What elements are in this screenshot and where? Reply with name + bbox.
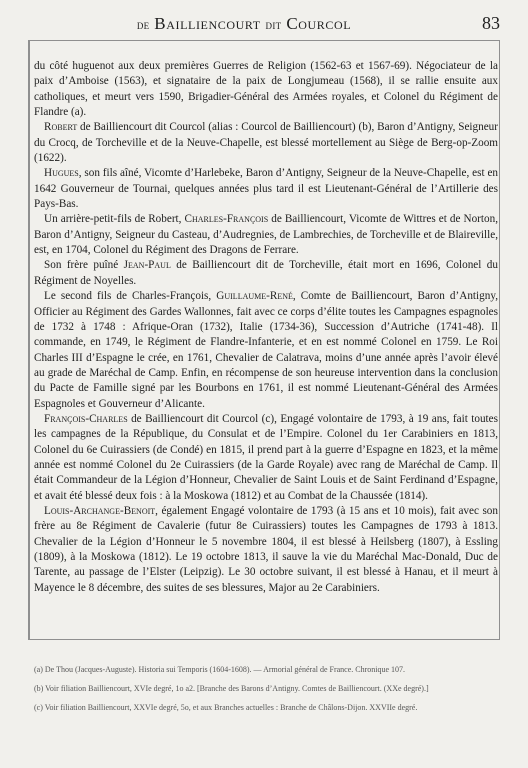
- paragraph-louis-archange-benoit: Louis-Archange-Benoit, également Engagé volontaire de 1793 (à 15 ans et 10 mois), fait avec son frère au 8e Régiment de Cavalerie (futur 8e Cuirassiers) toutes les Campagnes de 1793 à 1813. Chevalier de la Légion d’Honneur le 5 novembre 1804, il est blessé à Heilsberg (1807), à Essling (1809), à la Moskowa (1812). Le 19 octobre 1813, il sauve la vie du Maréchal Mac-Donald, Duc de Tarente, au passage de l’Elster (Leipzig). Le 30 octobre suivant, il est blessé à Hanau, et il meurt à Mayence le 8 décembre, des suites de ses blessures, Major au 2e Carabiniers.: [34, 504, 498, 594]
- paragraph-guillaume-rene: Le second fils de Charles-François, Guillaume-René, Comte de Bailliencourt, Baron d’Antigny, Officier au Régiment des Gardes Wallonnes, fait avec ce corps d’élite toutes les Campagnes espagnoles de 1732 à 1748 : Afrique-Oran (1732), Italie (1734-36), Succession d’Autriche (1741-48). Il commande, en 1749, le Régiment de Flandre-Infanterie, et en est nommé Colonel en 1759. Le Roi Charles III d’Espagne le crée, en 1761, Chevalier de Calatrava, moins d’une année après l’avoir élevé au grade de Maréchal de Camp. Enfin, en récompense de son heureuse intervention dans la conclusion du Pacte de Famille signé par les Bourbons en 1761, il est nommé Lieutenant-Général des Armées Espagnoles et Gouverneur d’Alicante.: [34, 290, 498, 410]
- footnotes: [34, 664, 498, 721]
- person-name: Guillaume-René: [216, 290, 293, 303]
- person-name: Robert: [44, 121, 78, 134]
- footnote-a: (a) De Thou (Jacques-Auguste). Historia sui Temporis (1604-1608). — Armorial général de France. Chronique 107.: [34, 665, 406, 674]
- title-name-2: Courcol: [286, 14, 352, 33]
- paragraph-charles-francois: Un arrière-petit-fils de Robert, Charles-François de Bailliencourt, Vicomte de Wittres et de Norton, Baron d’Antigny, Seigneur du Casteau, d’Audregnies, de Lambrechies, de Torcheville et de Blaireville, est, en 1704, Colonel du Régiment des Dragons de Ferrare.: [34, 213, 499, 257]
- paragraph-francois-charles: François-Charles de Bailliencourt dit Courcol (c), Engagé volontaire de 1793, à 19 ans, fait toutes les campagnes de la République, du Consulat et de l’Empire. Colonel du 1er Carabiniers en 1813, Colonel du 6e Cuirassiers (de Condé) en 1815, il prend part à la guerre d’Espagne en 1823, et la même année est nommé Colonel du 2e Cuirassiers (de la Garde Royale) avec rang de Maréchal de Camp. Il était Commandeur de la Légion d’Honneur, Chevalier de Saint Louis et de Saint Ferdinand d’Espagne, et avait été blessé deux fois : à la Moskowa (1812) et au Combat de la Chaussée (1814).: [34, 412, 498, 502]
- paragraph-robert: Robert de Bailliencourt dit Courcol (alias : Courcol de Bailliencourt) (b), Baron d’Antigny, Seigneur du Crocq, de Torcheville et de la Neuve-Chapelle, est blessé mortellement au Siège de Berg-op-Zoom (1622).: [34, 121, 498, 165]
- footnote-c: (c) Voir filiation Bailliencourt, XXVIe degré, 5o, et aux Branches actuelles : Branche de Châlons-Dijon. XXVIIe degré.: [34, 703, 418, 712]
- person-name: Hugues: [44, 167, 79, 180]
- paragraph-religion-wars: du côté huguenot aux deux premières Guerres de Religion (1562-63 et 1567-69). Négociateur de la paix d’Amboise (1563), et signataire de la paix de Longjumeau (1568), il se rallie ensuite aux catholiques, et meurt vers 1590, Brigadier-Général des Armées royales, et Colonel du Régiment de Flandre (a).: [34, 60, 498, 119]
- title-prefix: de: [136, 17, 150, 32]
- title-dit: dit: [265, 17, 282, 32]
- paragraph-hugues: Hugues, son fils aîné, Vicomte d’Harlebeke, Baron d’Antigny, Seigneur de la Neuve-Chapelle, est en 1642 Gouverneur de Tournai, quelques années plus tard il est Lieutenant-Général de l’Artillerie des Pays-Bas.: [34, 167, 498, 211]
- body-text: [34, 59, 498, 596]
- page-number: 83: [482, 13, 500, 33]
- person-name: François-Charles: [44, 412, 128, 425]
- running-title: [28, 14, 460, 34]
- paragraph-jean-paul: Son frère puîné Jean-Paul de Bailliencourt dit de Torcheville, était mort en 1696, Colonel du Régiment de Noyelles.: [34, 259, 498, 287]
- person-name: Louis-Archange-Benoit: [44, 504, 156, 517]
- person-name: Charles-François: [184, 213, 269, 226]
- title-name-1: Bailliencourt: [154, 14, 261, 33]
- page-header: [28, 12, 500, 34]
- person-name: Jean-Paul: [123, 259, 171, 272]
- footnote-b: (b) Voir filiation Bailliencourt, XVIe degré, 1o a2. [Branche des Barons d’Antigny. Comtes de Bailliencourt. (XXe degré).]: [34, 684, 429, 693]
